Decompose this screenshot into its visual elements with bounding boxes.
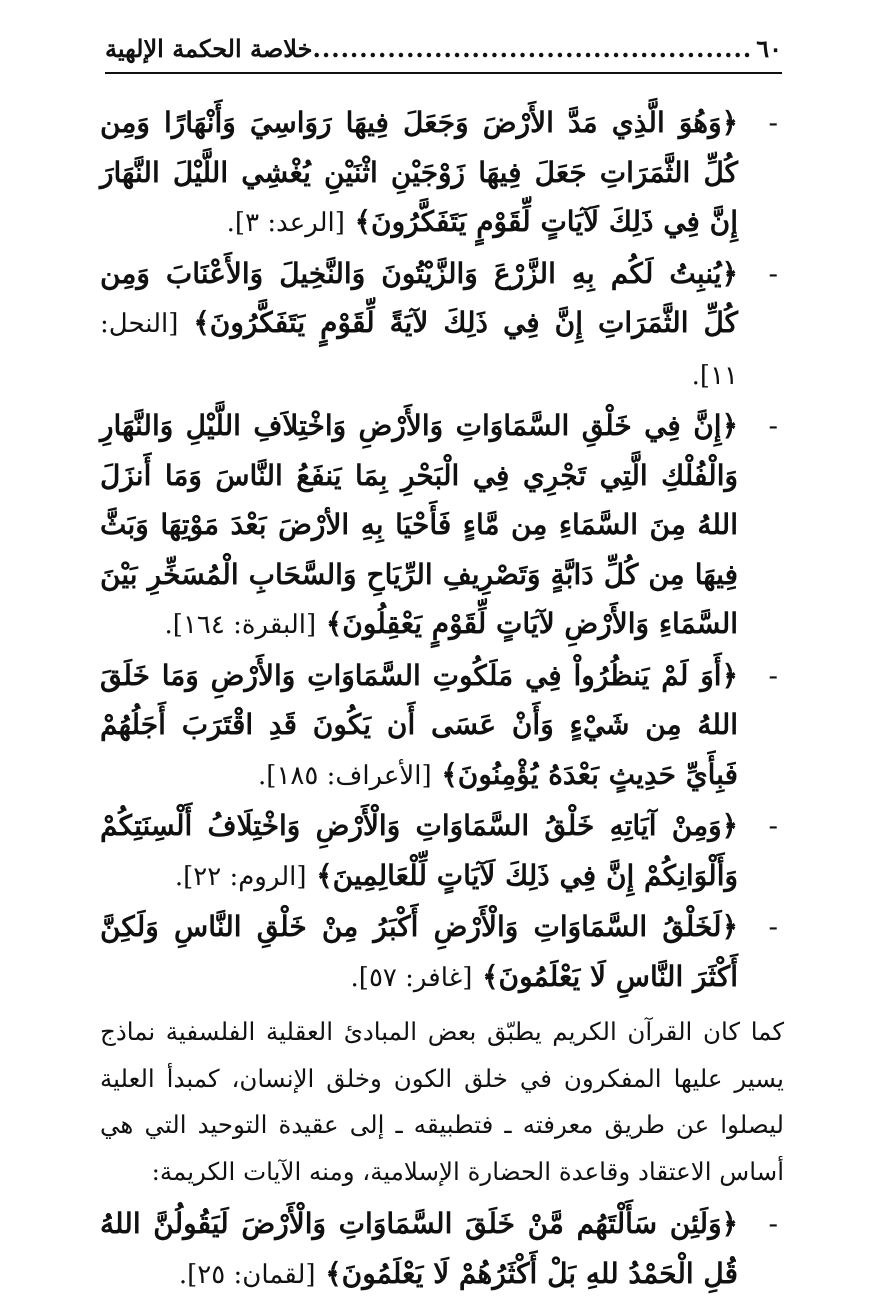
verse-reference: [الروم: ٢٢]. xyxy=(174,861,307,892)
header-rule xyxy=(105,72,782,74)
bullet-dash: - xyxy=(768,409,778,442)
verse-reference: [الرعد: ٣]. xyxy=(226,208,345,238)
bullet-dash: - xyxy=(768,809,778,842)
verse-reference: [البقرة: ١٦٤]. xyxy=(164,610,317,640)
verse-reference: [غافر: ٥٧]. xyxy=(350,962,473,993)
verse-item xyxy=(100,902,788,1003)
page-header xyxy=(105,34,782,68)
verse-text: ﴿وَمِنْ آيَاتِهِ خَلْقُ السَّمَاوَاتِ وَالْأَرْضِ وَاخْتِلَافُ أَلْسِنَتِكُمْ وَأَلْوَانِكُمْ إِنَّ فِي ذَلِكَ لَآيَاتٍ لِّلْعَالِمِينَ﴾ xyxy=(100,809,738,892)
header-leader-dots xyxy=(312,34,752,63)
verse-text: ﴿لَخَلْقُ السَّمَاوَاتِ وَالْأَرْضِ أَكْبَرُ مِنْ خَلْقِ النَّاسِ وَلَكِنَّ أَكْثَرَ النَّاسِ لَا يَعْلَمُونَ﴾ xyxy=(100,910,738,993)
bullet-dash: - xyxy=(768,256,778,290)
verse-item xyxy=(100,801,788,902)
bullet-dash: - xyxy=(768,106,778,139)
running-title: خلاصة الحكمة الإلهية xyxy=(105,34,313,63)
verse-reference: [الأعراف: ١٨٥]. xyxy=(258,760,432,791)
verse-text: ﴿يُنبِتُ لَكُم بِهِ الزَّرْعَ وَالزَّيْتُونَ وَالنَّخِيلَ وَالأَعْنَابَ وَمِن كُلِّ الثَّمَرَاتِ إِنَّ فِي ذَلِكَ لآيَةً لِّقَوْمٍ يَتَفَكَّرُونَ﴾ xyxy=(100,256,739,339)
verse-item xyxy=(100,1199,788,1300)
verse-item xyxy=(100,98,788,249)
verse-reference: [النحل: ١١]. xyxy=(100,309,738,391)
bullet-dash: - xyxy=(768,1207,778,1240)
verse-text: ﴿وَلَئِن سَأَلْتَهُم مَّنْ خَلَقَ السَّمَاوَاتِ وَالْأَرْضَ لَيَقُولُنَّ اللهُ قُلِ الْحَمْدُ للهِ بَلْ أَكْثَرُهُمْ لَا يَعْلَمُونَ﴾ xyxy=(100,1207,738,1290)
bullet-dash: - xyxy=(768,910,778,943)
verse-text: ﴿وَهُوَ الَّذِي مَدَّ الأَرْضَ وَجَعَلَ فِيهَا رَوَاسِيَ وَأَنْهَارًا وَمِن كُلِّ الثَّمَرَاتِ جَعَلَ فِيهَا زَوْجَيْنِ اثْنَيْنِ يُغْشِي اللَّيْلَ النَّهَارَ إِنَّ فِي ذَلِكَ لَآيَاتٍ لِّقَوْمٍ يَتَفَكَّرُونَ﴾ xyxy=(100,106,738,238)
verse-item xyxy=(100,651,788,802)
verse-text: ﴿أَوَ لَمْ يَنظُرُواْ فِي مَلَكُوتِ السَّمَاوَاتِ وَالأَرْضِ وَمَا خَلَقَ اللهُ مِن شَيْءٍ وَأَنْ عَسَى أَن يَكُونَ قَدِ اقْتَرَبَ أَجَلُهُمْ فَبِأَيِّ حَدِيثٍ بَعْدَهُ يُؤْمِنُونَ﴾ xyxy=(100,658,739,791)
verse-item xyxy=(100,249,788,402)
page-number: ٦٠ xyxy=(756,34,782,63)
bullet-dash: - xyxy=(768,658,778,692)
verse-reference: [لقمان: ٢٥]. xyxy=(178,1259,316,1290)
body-paragraph: كما كان القرآن الكريم يطبّق بعض المبادئ العقلية الفلسفية نماذج يسير عليها المفكرون في خلق الكون وخلق الإنسان، كمبدأ العلية ليصلوا عن طريق معرفته ـ فتطبيقه ـ إلى عقيدة التوحيد التي هي أساس الاعتقاد وقاعدة الحضارة الإسلامية، ومنه الآيات الكريمة: xyxy=(100,1017,784,1186)
verse-text: ﴿إِنَّ فِي خَلْقِ السَّمَاوَاتِ وَالأَرْضِ وَاخْتِلاَفِ اللَّيْلِ وَالنَّهَارِ وَالْفُلْكِ الَّتِي تَجْرِي فِي الْبَحْرِ بِمَا يَنفَعُ النَّاسَ وَمَا أَنزَلَ اللهُ مِنَ السَّمَاءِ مِن مَّاءٍ فَأَحْيَا بِهِ الأرْضَ بَعْدَ مَوْتِهَا وَبَثَّ فِيهَا مِن كُلِّ دَابَّةٍ وَتَصْرِيفِ الرِّيَاحِ وَالسَّحَابِ الْمُسَخِّرِ بَيْنَ السَّمَاءِ وَالأَرْضِ لآيَاتٍ لِّقَوْمٍ يَعْقِلُونَ﴾ xyxy=(100,409,738,640)
page-body xyxy=(100,98,788,1300)
verse-item xyxy=(100,401,788,651)
